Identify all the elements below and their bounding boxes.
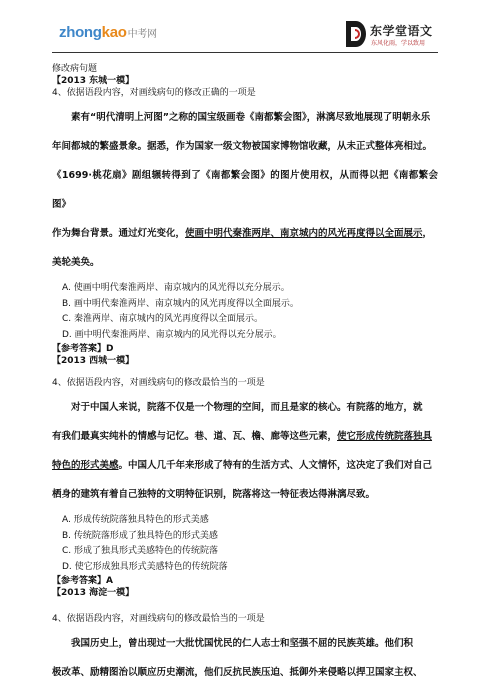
question-stem: 4、依据语段内容，对画线病句的修改最恰当的一项是 bbox=[52, 614, 265, 624]
passage bbox=[52, 393, 438, 509]
option-c: C. 秦淮两岸、南京城内的风光再度得以全面展示。 bbox=[62, 314, 264, 324]
header-divider bbox=[52, 52, 438, 53]
option-c: C. 形成了独具形式美感特色的传统院落 bbox=[62, 546, 219, 556]
underlined-sentence: 特色的形式美感 bbox=[52, 460, 119, 471]
answer: 【参考答案】A bbox=[52, 576, 113, 586]
option-a: A. 使画中明代秦淮两岸、南京城内的风光得以充分展示。 bbox=[62, 283, 290, 293]
passage-line: 极改革、励精图治以顺应历史潮流，他们反抗民族压迫、抵御外来侵略以捍卫国家主权、 bbox=[52, 667, 423, 678]
question-section bbox=[52, 377, 438, 599]
option-b: B. 画中明代秦淮两岸、南京城内的风光再度得以全面展示。 bbox=[62, 298, 299, 309]
brand-slogan: 东风化雨，学以致用 bbox=[371, 40, 426, 47]
underlined-sentence: 使它形成传统院落独具 bbox=[337, 431, 433, 442]
logo-text-kao: kao bbox=[101, 24, 127, 41]
passage-line: 素有“明代清明上河图”之称的国宝级画卷《南都繁会图》，淋漓尽致地展现了明朝永乐 bbox=[71, 112, 431, 123]
d-mark-icon bbox=[345, 20, 367, 48]
logo-text-cn: 中考网 bbox=[127, 29, 157, 40]
passage-line: 美轮美奂。 bbox=[52, 257, 100, 268]
question-stem: 4、依据语段内容，对画线病句的修改正确的一项是 bbox=[52, 88, 256, 98]
passage-line: 《1699·桃花扇》剧组辗转得到了《南都繁会图》的图片使用权，从而得以把《南都繁会图》 bbox=[52, 170, 438, 210]
underlined-sentence: 使画中明代秦淮两岸、南京城内的风光再度得以全面展示 bbox=[185, 228, 423, 239]
option-d: D. 画中明代秦淮两岸、南京城内的风光得以充分展示。 bbox=[62, 329, 282, 340]
option-a: A. 形成传统院落独具特色的形式美感 bbox=[62, 515, 209, 525]
passage bbox=[52, 629, 438, 687]
section-tag: 【2013 西城一模】 bbox=[52, 356, 135, 366]
passage bbox=[52, 103, 438, 277]
question-section bbox=[52, 75, 438, 367]
page-title: 修改病句题 bbox=[52, 64, 98, 74]
question-section bbox=[52, 613, 438, 687]
option-b: B. 传统院落形成了独具特色的形式美感 bbox=[62, 530, 218, 541]
zhongkao-logo[interactable] bbox=[59, 24, 157, 41]
passage-line: 作为舞台背景。通过灯光变化，使画中明代秦淮两岸、南京城内的风光再度得以全面展示， bbox=[52, 228, 433, 239]
brand-name: 东学堂语文 bbox=[370, 24, 433, 38]
passage-line: 有我们最真实纯朴的情感与记忆。巷、道、瓦、檐、廊等这些元素，使它形成传统院落独具 bbox=[52, 431, 433, 442]
passage-line: 我国历史上，曾出现过一大批忧国忧民的仁人志士和坚强不屈的民族英雄。他们积 bbox=[71, 638, 414, 649]
section-tag: 【2013 东城一模】 bbox=[52, 76, 135, 86]
section-tag: 【2013 海淀一模】 bbox=[52, 588, 135, 598]
logo-text-zhong: zhong bbox=[59, 24, 102, 41]
document-body bbox=[52, 63, 438, 687]
page-header bbox=[0, 0, 479, 54]
answer: 【参考答案】D bbox=[52, 344, 114, 354]
passage-line: 对于中国人来说，院落不仅是一个物理的空间，而且是家的核心。有院落的地方，就 bbox=[71, 402, 423, 413]
option-d: D. 使它形成独具形式美感特色的传统院落 bbox=[62, 561, 228, 572]
passage-line: 特色的形式美感。中国人几千年来形成了特有的生活方式、人文情怀，这决定了我们对自己 bbox=[52, 460, 433, 471]
passage-line: 栖身的建筑有着自己独特的文明特征识别，院落将这一特征表达得淋漓尽致。 bbox=[52, 489, 376, 500]
dongxuetang-logo[interactable] bbox=[345, 20, 435, 52]
passage-line: 年间都城的繁盛景象。据悉，作为国家一级文物被国家博物馆收藏，从未正式整体亮相过。 bbox=[52, 141, 433, 152]
question-stem: 4、依据语段内容，对画线病句的修改最恰当的一项是 bbox=[52, 378, 265, 388]
